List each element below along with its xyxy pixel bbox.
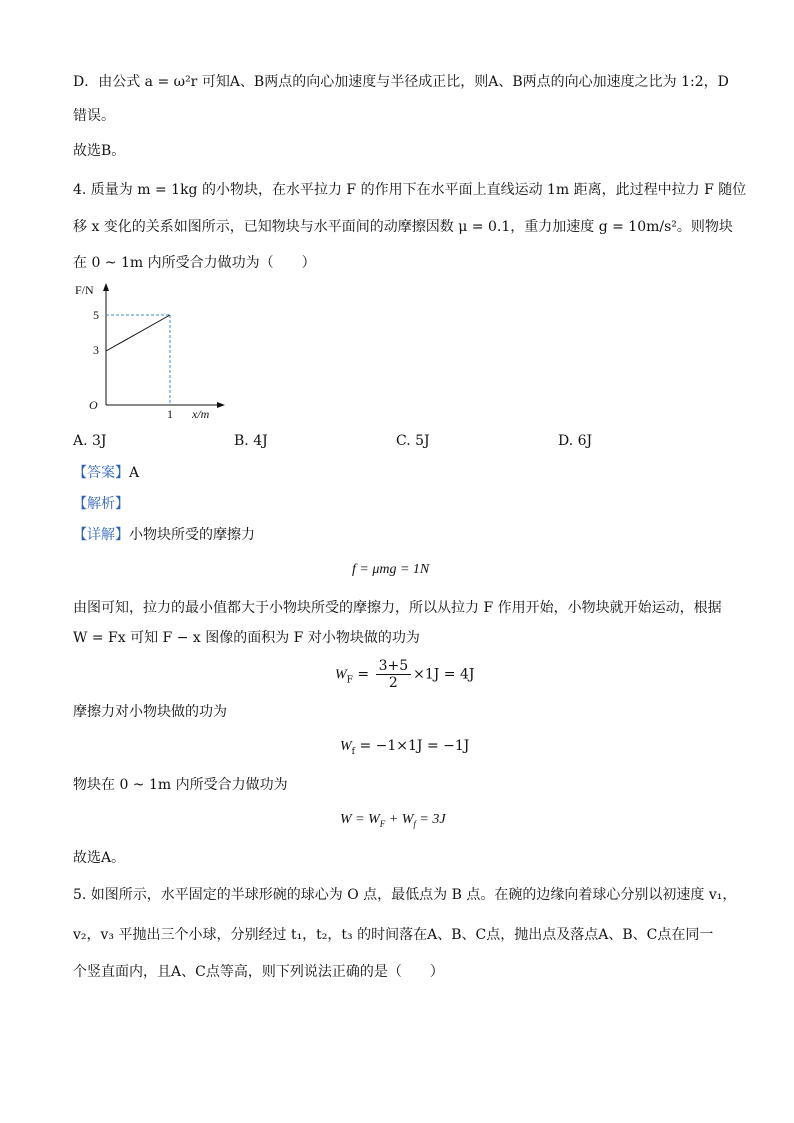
prev-d-option: D．由公式 a = ω²r 可知A、B两点的向心加速度与半径成正比，则A、B两点的向心加速度之比为 1:2，D — [73, 74, 729, 90]
detail-text: 小物块所受的摩擦力 — [129, 527, 255, 543]
prev-choose: 故选B。 — [73, 143, 126, 159]
eq-work-f: $W_F$ = $\frac{3+5}{2}$ ×1J = 4J — [335, 658, 475, 691]
eq-net-work: $W = W_F + W_f = 3J$ — [340, 812, 446, 829]
y-tick-5: 5 — [93, 308, 99, 322]
answer-line — [73, 463, 139, 483]
analysis-label: 【解析】 — [73, 496, 129, 512]
x-tick-1: 1 — [167, 407, 173, 420]
y-tick-3: 3 — [93, 343, 99, 357]
q4-line1: 4. 质量为 m = 1kg 的小物块，在水平拉力 F 的作用下在水平面上直线运动 1m 距离，此过程中拉力 F 随位 — [73, 182, 747, 198]
option-b: B. 4J — [234, 433, 268, 449]
option-d: D. 6J — [558, 433, 593, 449]
prev-d-cont: 错误。 — [73, 108, 115, 124]
text-net-work: 物块在 0 ~ 1m 内所受合力做功为 — [73, 777, 288, 793]
option-c: C. 5J — [396, 433, 430, 449]
q5-line1: 5. 如图所示，水平固定的半球形碗的球心为 O 点，最低点为 B 点。在碗的边缘向着球心分别以初速度 v₁， — [73, 887, 737, 903]
text-reasoning-1: 由图可知，拉力的最小值都大于小物块所受的摩擦力，所以从拉力 F 作用开始，小物块就开始运动，根据 — [73, 600, 722, 616]
y-axis-label: F/N — [75, 283, 94, 297]
x-axis-arrow — [217, 402, 225, 408]
text-reasoning-2: W = Fx 可知 F − x 图像的面积为 F 对小物块做的功为 — [73, 630, 420, 646]
force-line — [106, 315, 170, 351]
f-x-graph — [73, 280, 233, 420]
q5-line2: v₂，v₃ 平抛出三个小球，分别经过 t₁，t₂，t₃ 的时间落在A、B、C点，抛出点及落点A、B、C点在同一 — [73, 927, 714, 943]
y-axis-arrow — [103, 283, 109, 291]
detail-line — [73, 525, 255, 545]
x-axis-label: x/m — [192, 407, 210, 420]
q5-line3: 个竖直面内，且A、C点等高，则下列说法正确的是（ ） — [73, 964, 444, 980]
answer-value: A — [129, 465, 140, 481]
origin-label: O — [89, 398, 98, 412]
q4-line2: 移 x 变化的关系如图所示，已知物块与水平面间的动摩擦因数 μ = 0.1，重力加速度 g = 10m/s²。则物块 — [73, 219, 733, 235]
option-a: A. 3J — [73, 433, 107, 449]
fraction: $\frac{3+5}{2}$ — [376, 658, 412, 691]
q4-choose: 故选A。 — [73, 850, 126, 866]
eq-work-friction: $W_f = -1\times 1J = -1J$ — [340, 738, 470, 757]
detail-tag: 【详解】 — [73, 527, 129, 543]
analysis-tag — [73, 494, 129, 514]
text-friction-work: 摩擦力对小物块做的功为 — [73, 704, 227, 720]
answer-tag: 【答案】 — [73, 465, 129, 481]
q4-line3: 在 0 ~ 1m 内所受合力做功为（ ） — [73, 255, 316, 271]
eq-friction: f = μmg = 1N — [352, 562, 430, 577]
